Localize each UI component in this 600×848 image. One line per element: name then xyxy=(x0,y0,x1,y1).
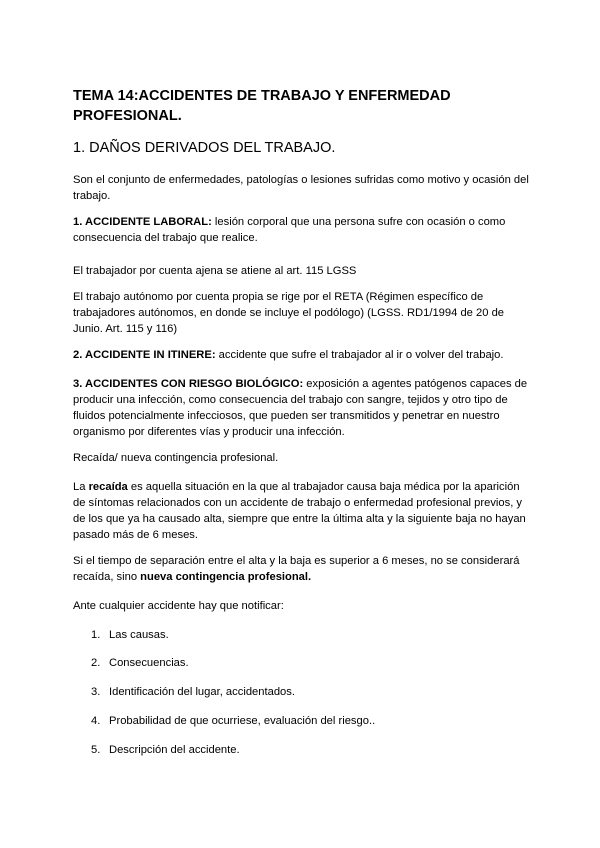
intro-paragraph: Son el conjunto de enfermedades, patologías o lesiones sufridas como motivo y ocasión del trabajo. xyxy=(73,174,529,202)
in-itinere-text: accidente que sufre el trabajador al ir o volver del trabajo. xyxy=(215,349,504,361)
accidente-laboral-paragraph xyxy=(73,214,529,246)
in-itinere-term: 2. ACCIDENTE IN ITINERE: xyxy=(73,349,216,361)
riesgo-biologico-paragraph xyxy=(73,376,529,440)
list-item: 1. Las causas. xyxy=(91,629,169,641)
accidente-laboral-term: 1. ACCIDENTE LABORAL: xyxy=(73,216,212,228)
list-item: 4. Probabilidad de que ocurriese, evaluación del riesgo.. xyxy=(91,715,376,727)
riesgo-biologico-term: 3. ACCIDENTES CON RIESGO BIOLÓGICO: xyxy=(73,378,304,390)
autonomo-paragraph: El trabajo autónomo por cuenta propia se rige por el RETA (Régimen específico de trabajadores autónomos, en donde se incluye el podólogo) (LGSS. RD1/1994 de 20 de Junio. Art. 115 y 116) xyxy=(73,291,505,335)
list-item: 5. Descripción del accidente. xyxy=(91,744,240,756)
separacion-term: nueva contingencia profesional. xyxy=(140,571,312,583)
recaida-heading: Recaída/ nueva contingencia profesional. xyxy=(73,452,279,464)
riesgo-biologico-text: exposición a agentes patógenos capaces de producir una infección, como consecuencia del trabajo con sangre, tejidos y otro tipo de fluidos potencialmente infecciosos, que pueden ser transmitidos y penetrar en nuestro organismo por diferentes vías y producir una infección. xyxy=(73,378,528,438)
accidente-laboral-text: lesión corporal que una persona sufre con ocasión o como consecuencia del trabajo que realice. xyxy=(73,216,506,244)
list-item: 2. Consecuencias. xyxy=(91,657,189,669)
in-itinere-paragraph xyxy=(73,347,529,363)
separacion-paragraph xyxy=(73,553,529,585)
separacion-pre: Si el tiempo de separación entre el alta y la baja es superior a 6 meses, no se considerará recaída, sino xyxy=(73,555,520,583)
section-heading: 1. DAÑOS DERIVADOS DEL TRABAJO. xyxy=(73,140,336,156)
cuenta-ajena-paragraph: El trabajador por cuenta ajena se atiene al art. 115 LGSS xyxy=(73,265,357,277)
recaida-post: es aquella situación en la que al trabajador causa baja médica por la aparición de síntomas relacionados con un accidente de trabajo o enfermedad profesional previos, y de los que ya ha causado alta, siempre que entre la última alta y la siguiente baja no hayan pasado más de 6 meses. xyxy=(73,481,526,541)
recaida-pre: La xyxy=(73,481,89,493)
recaida-definition xyxy=(73,479,529,543)
list-item: 3. Identificación del lugar, accidentados. xyxy=(91,686,295,698)
notificar-intro: Ante cualquier accidente hay que notificar: xyxy=(73,600,284,612)
document-title: TEMA 14:ACCIDENTES DE TRABAJO Y ENFERMEDAD PROFESIONAL. xyxy=(73,88,451,124)
recaida-term: recaída xyxy=(88,481,128,493)
